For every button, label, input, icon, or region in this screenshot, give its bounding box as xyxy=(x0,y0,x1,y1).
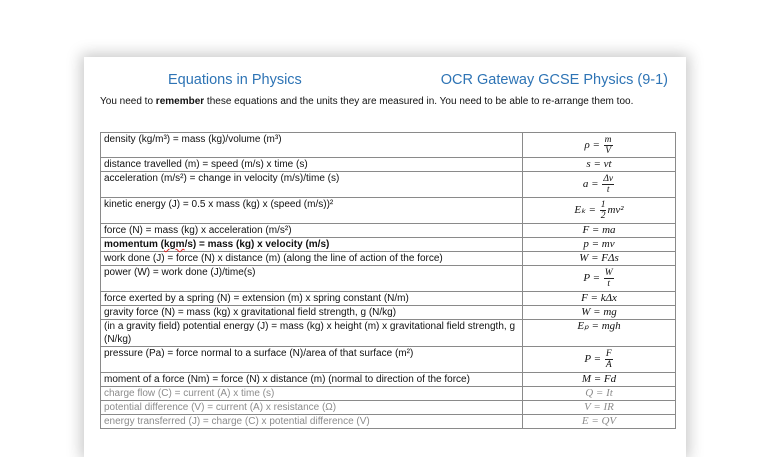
table-row xyxy=(101,172,676,198)
words-part: momentum ( xyxy=(104,239,164,250)
table-row xyxy=(101,292,676,306)
formula-rhs: mv² xyxy=(607,204,624,217)
equation-formula xyxy=(523,172,676,198)
fraction-denominator: 2 xyxy=(600,211,606,221)
equation-formula: E = QV xyxy=(523,415,676,429)
equation-formula: V = IR xyxy=(523,401,676,415)
table-row xyxy=(101,198,676,224)
table-row xyxy=(101,401,676,415)
equation-formula: W = mg xyxy=(523,306,676,320)
equation-words: force (N) = mass (kg) x acceleration (m/s²) xyxy=(101,224,523,238)
table-row xyxy=(101,415,676,429)
equation-formula: F = ma xyxy=(523,224,676,238)
course-title: OCR Gateway GCSE Physics (9-1) xyxy=(440,72,668,88)
fraction-numerator: W xyxy=(604,268,613,278)
equation-words: density (kg/m³) = mass (kg)/volume (m³) xyxy=(101,133,523,158)
equation-formula: p = mv xyxy=(523,238,676,252)
table-row xyxy=(101,224,676,238)
equation-formula: M = Fd xyxy=(523,373,676,387)
fraction-numerator: m xyxy=(604,134,612,145)
equation-formula: Q = It xyxy=(523,387,676,401)
equation-words: (in a gravity field) potential energy (J) = mass (kg) x height (m) x gravitational field strength, g (N/kg) xyxy=(101,320,523,347)
table-row xyxy=(101,266,676,292)
page-title: Equations in Physics xyxy=(168,72,302,88)
equation-formula: s = vt xyxy=(523,158,676,172)
equation-words: moment of a force (Nm) = force (N) x distance (m) (normal to direction of the force) xyxy=(101,373,523,387)
words-part: /s) = mass (kg) x velocity (m/s) xyxy=(184,239,330,250)
formula-lhs: a = xyxy=(582,178,599,191)
formula-lhs: ρ = xyxy=(584,138,600,151)
fraction xyxy=(604,268,614,289)
equation-formula xyxy=(523,347,676,373)
fraction-denominator: t xyxy=(607,279,611,289)
fraction-numerator: 1 xyxy=(600,200,606,210)
formula-lhs: P = xyxy=(584,353,602,366)
table-row xyxy=(101,320,676,347)
fraction-numerator: Δv xyxy=(603,174,614,184)
equation-words: kinetic energy (J) = 0.5 x mass (kg) x (speed (m/s))² xyxy=(101,198,523,224)
equation-words xyxy=(101,238,523,252)
fraction-numerator: F xyxy=(605,349,612,359)
equations-table xyxy=(100,132,676,429)
table-row xyxy=(101,252,676,266)
fraction xyxy=(600,200,607,221)
table-row xyxy=(101,238,676,252)
intro-after: these equations and the units they are measured in. You need to be able to re-arrange them too. xyxy=(204,96,634,107)
fraction-denominator: V xyxy=(605,145,611,156)
header xyxy=(84,72,686,92)
equation-formula xyxy=(523,198,676,224)
fraction xyxy=(604,135,613,156)
document-page xyxy=(84,57,686,457)
table-row xyxy=(101,387,676,401)
table-row xyxy=(101,133,676,158)
fraction xyxy=(605,349,613,370)
fraction-denominator: A xyxy=(605,360,612,370)
equation-words: charge flow (C) = current (A) x time (s) xyxy=(101,387,523,401)
intro-emphasis: remember xyxy=(155,96,205,107)
equation-words: power (W) = work done (J)/time(s) xyxy=(101,266,523,292)
fraction xyxy=(602,174,614,195)
table-row xyxy=(101,373,676,387)
formula-lhs: Eₖ = xyxy=(574,204,596,217)
equation-words: distance travelled (m) = speed (m/s) x time (s) xyxy=(101,158,523,172)
formula-lhs: P = xyxy=(583,272,601,285)
equation-words: potential difference (V) = current (A) x resistance (Ω) xyxy=(101,401,523,415)
intro-text xyxy=(100,94,675,110)
equation-formula: W = FΔs xyxy=(523,252,676,266)
words-part-spellcheck: kgm xyxy=(164,239,185,250)
equation-words: acceleration (m/s²) = change in velocity (m/s)/time (s) xyxy=(101,172,523,198)
equation-formula: F = kΔx xyxy=(523,292,676,306)
equation-words: energy transferred (J) = charge (C) x potential difference (V) xyxy=(101,415,523,429)
equation-formula: Eₚ = mgh xyxy=(523,320,676,347)
table-row xyxy=(101,158,676,172)
equation-words: work done (J) = force (N) x distance (m) (along the line of action of the force) xyxy=(101,252,523,266)
fraction-denominator: t xyxy=(606,185,610,195)
equation-formula xyxy=(523,266,676,292)
equation-words: force exerted by a spring (N) = extension (m) x spring constant (N/m) xyxy=(101,292,523,306)
equation-words: pressure (Pa) = force normal to a surface (N)/area of that surface (m²) xyxy=(101,347,523,373)
table-row xyxy=(101,306,676,320)
intro-before: You need to xyxy=(100,96,156,107)
equation-words: gravity force (N) = mass (kg) x gravitational field strength, g (N/kg) xyxy=(101,306,523,320)
table-row xyxy=(101,347,676,373)
equation-formula xyxy=(523,133,676,158)
